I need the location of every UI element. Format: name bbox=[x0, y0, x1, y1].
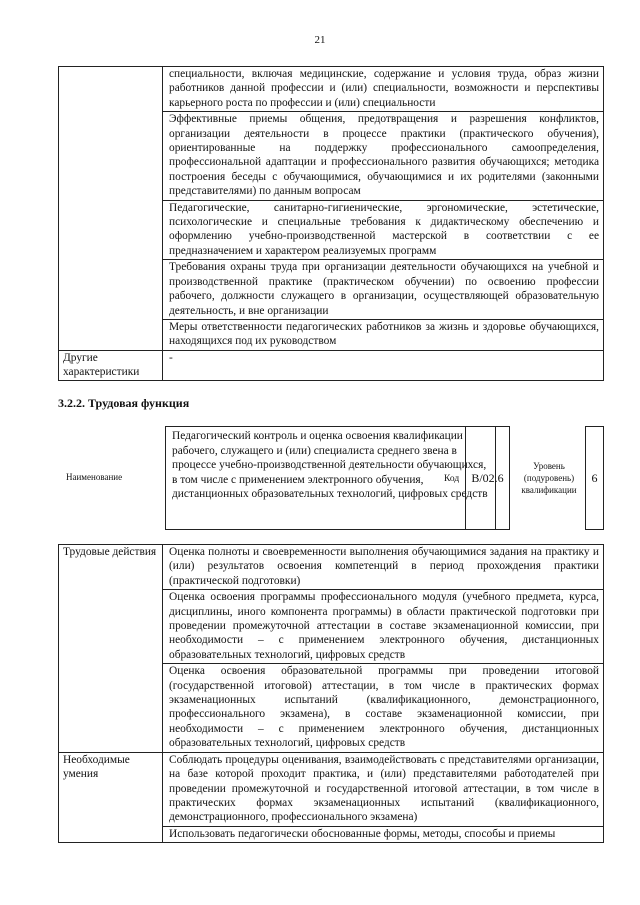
table-cell: Оценка освоения программы профессионального модуля (учебного предмета, курса, дисциплины, иного компонента программы) в области практической подготовки при проведении промежуточной аттестации в составе экзаменационной комиссии, при необходимости – с применением электронного обучения, дистанционных образовательных технологий, цифровых средств bbox=[163, 590, 604, 664]
knowledge-table bbox=[58, 66, 604, 381]
level-label: Уровень (подуровень) квалификации bbox=[521, 461, 577, 495]
row-label bbox=[59, 67, 163, 351]
code-value: B/02.6 bbox=[465, 426, 510, 530]
row-label-labor-actions: Трудовые действия bbox=[59, 545, 163, 753]
table-cell: Использовать педагогически обоснованные формы, методы, способы и приемы bbox=[163, 826, 604, 842]
table-row bbox=[59, 752, 604, 826]
naming-label: Наименование bbox=[66, 472, 123, 482]
table-row bbox=[59, 545, 604, 590]
section-title: 3.2.2. Трудовая функция bbox=[58, 396, 190, 410]
table-row bbox=[59, 67, 604, 112]
labor-actions-table bbox=[58, 544, 604, 843]
table-cell: Оценка освоения образовательной программы при проведении итоговой (государственной итоговой) аттестации, в том числе в практических формах экзаменационных испытаний (квалификационного, демонстрационного, профессионального экзамена), в составе экзаменационной комиссии, при необходимости – с применением электронного обучения, дистанционных образовательных технологий, цифровых средств bbox=[163, 664, 604, 752]
table-cell: Оценка полноты и своевременности выполнения обучающимися задания на практику и (или) результатов освоения компетенций в период прохождения практики (практической подготовки) bbox=[163, 545, 604, 590]
function-name: Педагогический контроль и оценка освоения квалификации рабочего, служащего и (или) специалиста среднего звена в процессе учебно-производственной деятельности обучающихся, в том числе с применением электронного обучения, дистанционных образовательных технологий, цифровых средств bbox=[165, 426, 496, 530]
table-cell: Требования охраны труда при организации деятельности обучающихся на учебной и производственной практике (практическом обучении) по освоению профессии рабочего, должности служащего в организации, осуществляющей образовательную деятельность, и вне организации bbox=[163, 260, 604, 320]
table-cell: - bbox=[163, 350, 604, 380]
table-cell: специальности, включая медицинские, содержание и условия труда, образ жизни работников данной профессии и (или) специальности, возможности и перспективы карьерного роста по профессии и (или) специальности bbox=[163, 67, 604, 112]
table-row bbox=[59, 350, 604, 380]
code-label: Код bbox=[444, 474, 460, 484]
row-label-other: Другие характеристики bbox=[59, 350, 163, 380]
labor-function-header bbox=[58, 424, 604, 530]
table-cell: Педагогические, санитарно-гигиенические, эргономические, эстетические, психологические и специальные требования к дидактическому обеспечению и оформлению учебно-производственной мастерской в соответствии с ее предназначением и характером реализуемых программ bbox=[163, 200, 604, 260]
page-number: 21 bbox=[314, 34, 326, 46]
level-value: 6 bbox=[585, 426, 604, 530]
table-cell: Меры ответственности педагогических работников за жизнь и здоровье обучающихся, находящихся под их руководством bbox=[163, 319, 604, 350]
row-label-required-skills: Необходимые умения bbox=[59, 752, 163, 842]
table-cell: Эффективные приемы общения, предотвращения и разрешения конфликтов, организации деятельности в процессе практики (практического обучения), ориентированные на поддержку профессионального самоопределения, профессиональной адаптации и профессионального развития обучающихся; методика построения беседы с обучающимися, обучающимися и их родителями (законными представителями) по данным вопросам bbox=[163, 112, 604, 200]
table-cell: Соблюдать процедуры оценивания, взаимодействовать с представителями организации, на базе которой проходит практика, и (или) представителями работодателей при проведении промежуточной и государственной итоговой аттестации, в том числе в практических формах экзаменационных испытаний (квалификационного, демонстрационного, профессионального экзамена) bbox=[163, 752, 604, 826]
